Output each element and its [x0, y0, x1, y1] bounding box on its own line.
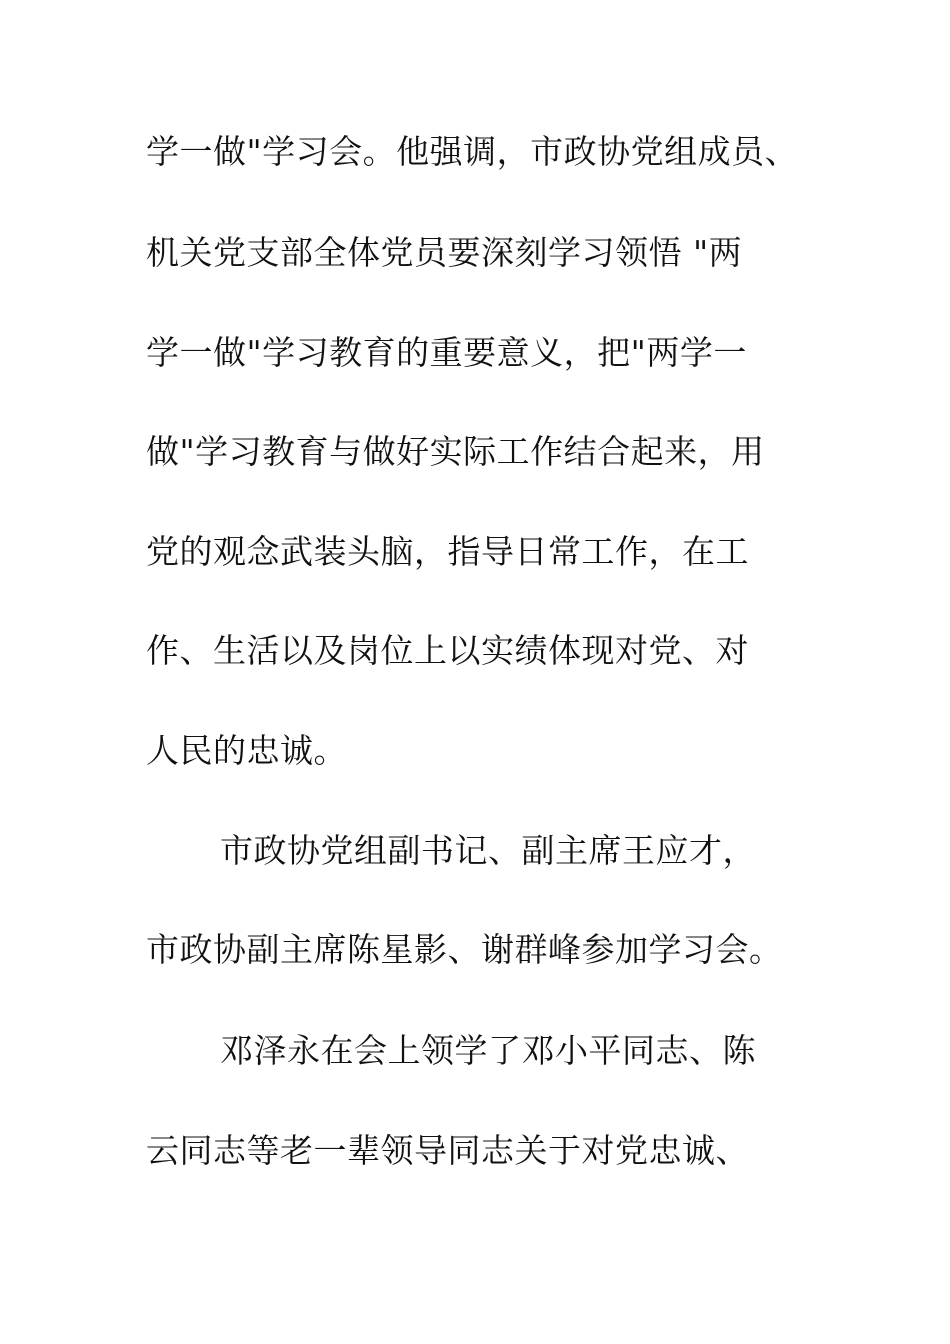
text-line: 学一做"学习教育的重要意义，把"两学一 — [146, 333, 747, 372]
text-line: 作、生活以及岗位上以实绩体现对党、对 — [146, 631, 749, 670]
text-line: 学一做"学习会。他强调，市政协党组成员、 — [146, 132, 799, 171]
text-line: 党的观念武装头脑，指导日常工作，在工 — [146, 532, 749, 571]
paragraph-first-line: 市政协党组副书记、副主席王应才， — [220, 831, 756, 870]
text-line: 机关党支部全体党员要深刻学习领悟 "两 — [146, 233, 743, 272]
paragraph-first-line: 邓泽永在会上领学了邓小平同志、陈 — [220, 1031, 756, 1070]
text-line: 市政协副主席陈星影、谢群峰参加学习会。 — [146, 930, 783, 969]
text-line: 做"学习教育与做好实际工作结合起来，用 — [146, 432, 765, 471]
text-line: 人民的忠诚。 — [146, 731, 347, 770]
text-line: 云同志等老一辈领导同志关于对党忠诚、 — [146, 1131, 749, 1170]
